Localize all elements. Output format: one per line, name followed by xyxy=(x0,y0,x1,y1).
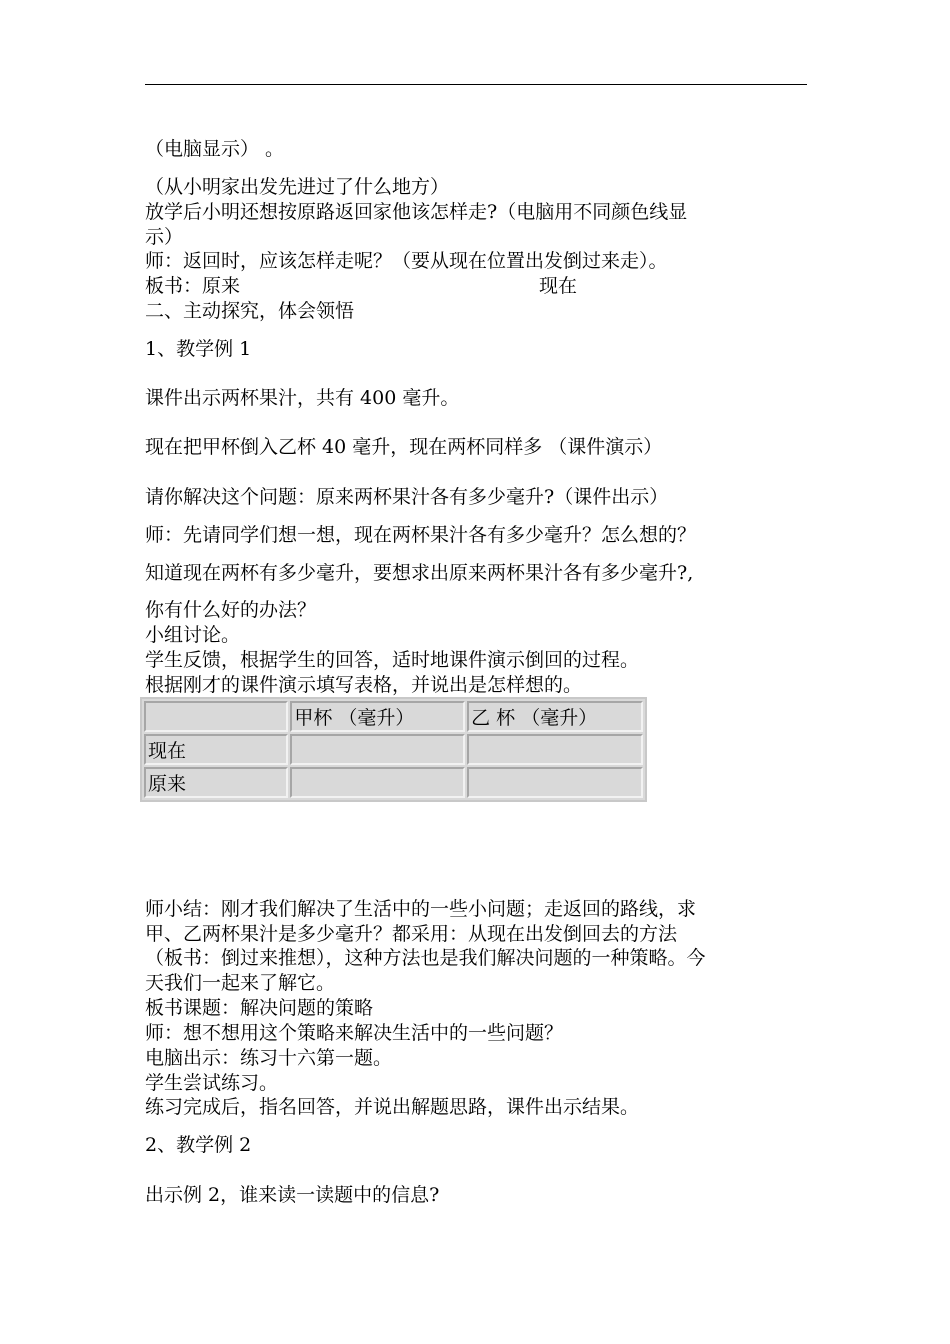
table-row-label: 原来 xyxy=(144,767,288,798)
table-header-cell xyxy=(144,701,288,732)
text-line: 小组讨论。 xyxy=(145,624,241,646)
text-line: 课件出示两杯果汁，共有 400 毫升。 xyxy=(145,387,460,409)
text-line: 板书课题：解决问题的策略 xyxy=(145,997,374,1019)
text-line: 示） xyxy=(145,226,184,248)
table-header-cell: 乙 杯 （毫升） xyxy=(467,701,643,732)
text-line: 出示例 2，谁来读一读题中的信息? xyxy=(145,1184,440,1206)
table-row-label: 现在 xyxy=(144,734,288,765)
table-row xyxy=(144,767,643,798)
text-line: 你有什么好的办法？ xyxy=(145,599,317,621)
text-line: 师小结：刚才我们解决了生活中的一些小问题；走返回的路线，求 xyxy=(145,898,697,920)
text-line: 学生反馈，根据学生的回答，适时地课件演示倒回的过程。 xyxy=(145,649,640,671)
table-cell xyxy=(467,767,643,798)
text-line: 师：返回时，应该怎样走呢？（要从现在位置出发倒过来走）。 xyxy=(145,250,668,272)
text-line: （从小明家出发先进过了什么地方） xyxy=(145,176,450,198)
text-line: 甲、乙两杯果汁是多少毫升？都采用：从现在出发倒回去的方法 xyxy=(145,923,678,945)
text-line: （板书：倒过来推想），这种方法也是我们解决问题的一种策略。今 xyxy=(145,947,706,969)
text-line: 知道现在两杯有多少毫升，要想求出原来两杯果汁各有多少毫升?, xyxy=(145,562,694,584)
table-row xyxy=(144,734,643,765)
text-line: 师：先请同学们想一想，现在两杯果汁各有多少毫升？怎么想的？ xyxy=(145,524,697,546)
text-line: 师：想不想用这个策略来解决生活中的一些问题？ xyxy=(145,1022,564,1044)
text-line: 电脑出示：练习十六第一题。 xyxy=(145,1047,393,1069)
table-cell xyxy=(467,734,643,765)
text-line: 现在把甲杯倒入乙杯 40 毫升，现在两杯同样多 （课件演示） xyxy=(145,436,663,458)
board-text-now: 现在 xyxy=(539,275,578,297)
header-rule xyxy=(145,84,807,85)
text-line: 天我们一起来了解它。 xyxy=(145,972,336,994)
table-cell xyxy=(290,734,465,765)
text-line: 学生尝试练习。 xyxy=(145,1072,279,1094)
board-text-original: 板书：原来 xyxy=(145,275,241,297)
table-header-cell: 甲杯 （毫升） xyxy=(290,701,465,732)
text-line: 放学后小明还想按原路返回家他该怎样走?（电脑用不同颜色线显 xyxy=(145,201,688,223)
juice-table xyxy=(140,697,647,802)
table-header-row xyxy=(144,701,643,732)
text-line: （电脑显示） 。 xyxy=(145,138,285,160)
text-line: 根据刚才的课件演示填写表格，并说出是怎样想的。 xyxy=(145,674,583,696)
subsection-heading: 1、教学例 1 xyxy=(145,338,252,360)
subsection-heading: 2、教学例 2 xyxy=(145,1134,252,1156)
text-line: 练习完成后，指名回答，并说出解题思路，课件出示结果。 xyxy=(145,1096,640,1118)
text-line: 请你解决这个问题：原来两杯果汁各有多少毫升?（课件出示） xyxy=(145,486,669,508)
table-cell xyxy=(290,767,465,798)
section-heading: 二、主动探究，体会领悟 xyxy=(145,300,355,322)
